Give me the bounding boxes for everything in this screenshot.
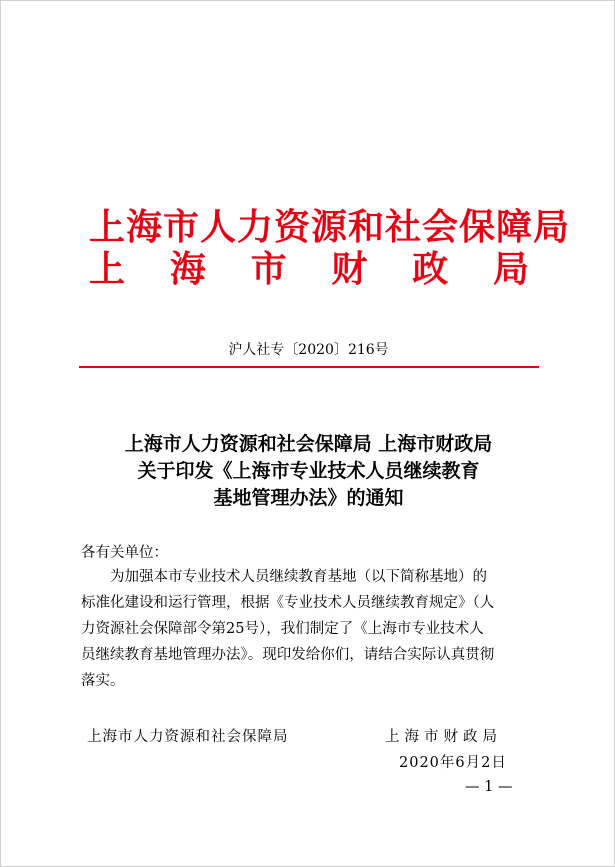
issuer-header-char: 海 xyxy=(169,248,206,290)
body-line: 员继续教育基地管理办法》。现印发给你们，请结合实际认真贯彻 xyxy=(81,647,495,663)
red-divider-line xyxy=(79,366,539,368)
issue-date: 2020年6月2日 xyxy=(399,755,507,771)
title-line-3: 基地管理办法》的通知 xyxy=(213,487,404,509)
page-number: — 1 — xyxy=(465,779,513,795)
issuer-header-line2 xyxy=(89,249,529,289)
salutation: 各有关单位： xyxy=(81,545,168,561)
body-line: 落实。 xyxy=(81,673,125,689)
issuer-header-char: 局 xyxy=(492,248,529,290)
title-line-1: 上海市人力资源和社会保障局 上海市财政局 xyxy=(124,433,493,455)
body-paragraph xyxy=(81,564,539,694)
body-line: 标准化建设和运行管理，根据《专业技术人员继续教育规定》（人 xyxy=(81,595,495,611)
signature-right-issuer: 上海市财政局 xyxy=(385,729,502,745)
body-line: 为加强本市专业技术人员继续教育基地（以下简称基地）的 xyxy=(110,569,487,585)
issuer-header-char: 政 xyxy=(412,248,449,290)
body-line: 力资源社会保障部令第25号），我们制定了《上海市专业技术人 xyxy=(81,621,484,637)
issuer-header-char: 财 xyxy=(331,248,368,290)
title-line-2: 关于印发《上海市专业技术人员继续教育 xyxy=(137,460,480,482)
issuer-header-char: 市 xyxy=(250,248,287,290)
issuer-header-char: 上 xyxy=(89,248,126,290)
issuer-header-line1: 上海市人力资源和社会保障局 xyxy=(89,206,571,248)
document-number: 沪人社专〔2020〕216号 xyxy=(228,342,389,358)
signature-left-issuer: 上海市人力资源和社会保障局 xyxy=(87,729,289,745)
